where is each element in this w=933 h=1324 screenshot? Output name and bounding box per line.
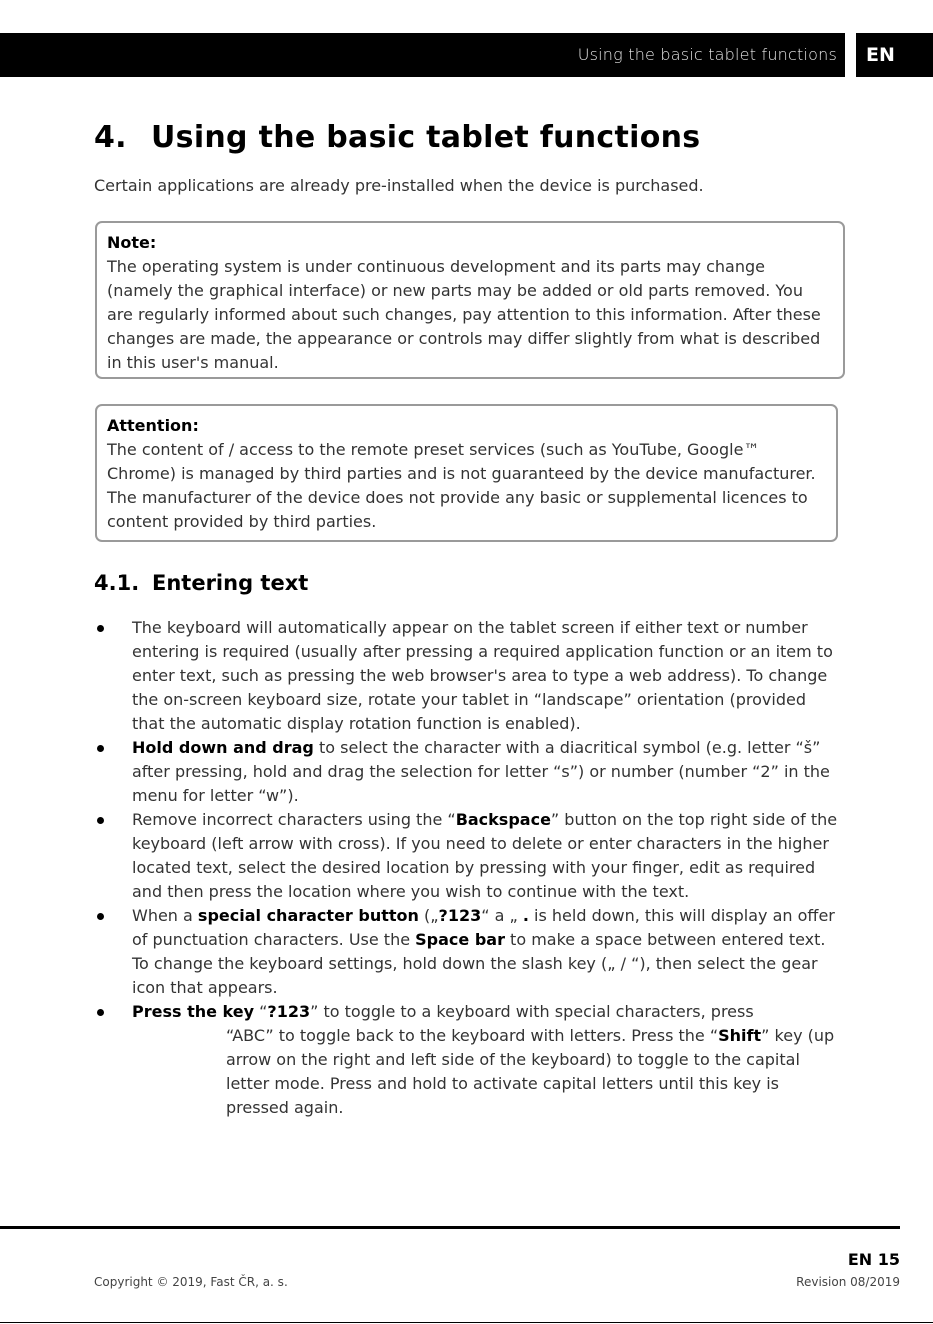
- bullet-text: ” key (up arrow on the right and left side of the keyboard) to toggle to the capital letter mode. Press and hold to activate capital letters until this key is pressed again.: [226, 1026, 835, 1117]
- chapter-heading: [94, 120, 700, 155]
- bold-term: Shift: [718, 1026, 762, 1045]
- note-box: [95, 221, 845, 379]
- bullet-text: When a: [132, 906, 198, 925]
- revision-text: Revision 08/2019: [796, 1275, 900, 1289]
- bold-term: Backspace: [455, 810, 551, 829]
- bullet-icon: [97, 1009, 104, 1016]
- copyright-text: Copyright © 2019, Fast ČR, a. s.: [94, 1275, 288, 1289]
- bullet-text: ” button on the top right side of the keyboard (left arrow with cross). If you need to delete or enter characters in the higher located text, select the desired location by pressing with your finger, edit as required and then press the location where you wish to continue with the text.: [132, 810, 838, 901]
- header-bar: [0, 33, 845, 77]
- list-item: [94, 808, 840, 904]
- bottom-divider: [0, 1322, 933, 1323]
- bullet-text: “: [254, 1002, 268, 1021]
- list-item: [94, 736, 840, 808]
- bullet-text: The keyboard will automatically appear on the tablet screen if either text or number entering is required (usually after pressing a required application function or an item to enter text, such as pressing the web browser's area to type a web address). To change the on-screen keyboard size, rotate your tablet in “landscape” orientation (provided that the automatic display rotation function is enabled).: [132, 618, 833, 733]
- bullet-text: to select the character with a diacritical symbol (e.g. letter “š” after pressing, hold and drag the selection for letter “s”) or number (number “2” in the menu for letter “w”).: [132, 738, 830, 805]
- bullet-text: ” to toggle to a keyboard with special characters, press: [310, 1002, 754, 1021]
- bullet-indented-text: [132, 1024, 840, 1120]
- attention-title: Attention:: [107, 416, 199, 435]
- bold-term: Hold down and drag: [132, 738, 314, 757]
- bold-term: Space bar: [415, 930, 505, 949]
- bold-term: ?123: [267, 1002, 311, 1021]
- bold-term: Press the key: [132, 1002, 255, 1021]
- header-title: Using the basic tablet functions: [577, 45, 837, 64]
- section-number: 4.1.: [94, 571, 140, 595]
- bullet-icon: [97, 625, 104, 632]
- bullet-icon: [97, 745, 104, 752]
- chapter-number: 4.: [94, 120, 127, 155]
- chapter-title: Using the basic tablet functions: [151, 120, 701, 155]
- bullet-text: („: [418, 906, 439, 925]
- note-title: Note:: [107, 233, 157, 252]
- note-text: The operating system is under continuous development and its parts may change (namely the graphical interface) or new parts may be added or old parts removed. You are regularly informed about such changes, pay attention to this information. After these changes are made, the appearance or controls may differ slightly from what is described in this user's manual.: [107, 257, 821, 372]
- bullet-text: “ABC” to toggle back to the keyboard with letters. Press the “: [226, 1026, 719, 1045]
- language-label: EN: [866, 44, 895, 66]
- bullet-text: is held down, this will display an offer of punctuation characters. Use the: [132, 906, 835, 949]
- bullet-text: “ a „: [481, 906, 523, 925]
- language-tab: [856, 33, 933, 77]
- bullet-text: Remove incorrect characters using the “: [132, 810, 456, 829]
- page-number: EN 15: [847, 1250, 900, 1269]
- bold-term: .: [522, 906, 529, 925]
- attention-text: The content of / access to the remote preset services (such as YouTube, Google™ Chrome) is managed by third parties and is not guaranteed by the device manufacturer. The manufacturer of the device does not provide any basic or supplemental licences to content provided by third parties.: [107, 440, 816, 531]
- bullet-list: [94, 616, 840, 1120]
- bold-term: ?123: [438, 906, 482, 925]
- attention-box: [95, 404, 838, 542]
- chapter-intro: Certain applications are already pre-installed when the device is purchased.: [94, 176, 704, 195]
- bullet-icon: [97, 817, 104, 824]
- bold-term: special character button: [197, 906, 419, 925]
- list-item: [94, 1000, 840, 1120]
- section-heading: [94, 571, 308, 595]
- section-title: Entering text: [152, 571, 309, 595]
- bullet-text: to make a space between entered text. To change the keyboard settings, hold down the slash key („ / “), then select the gear icon that appears.: [132, 930, 826, 997]
- bullet-icon: [97, 913, 104, 920]
- footer-divider: [0, 1226, 900, 1229]
- list-item: [94, 904, 840, 1000]
- list-item: [94, 616, 840, 736]
